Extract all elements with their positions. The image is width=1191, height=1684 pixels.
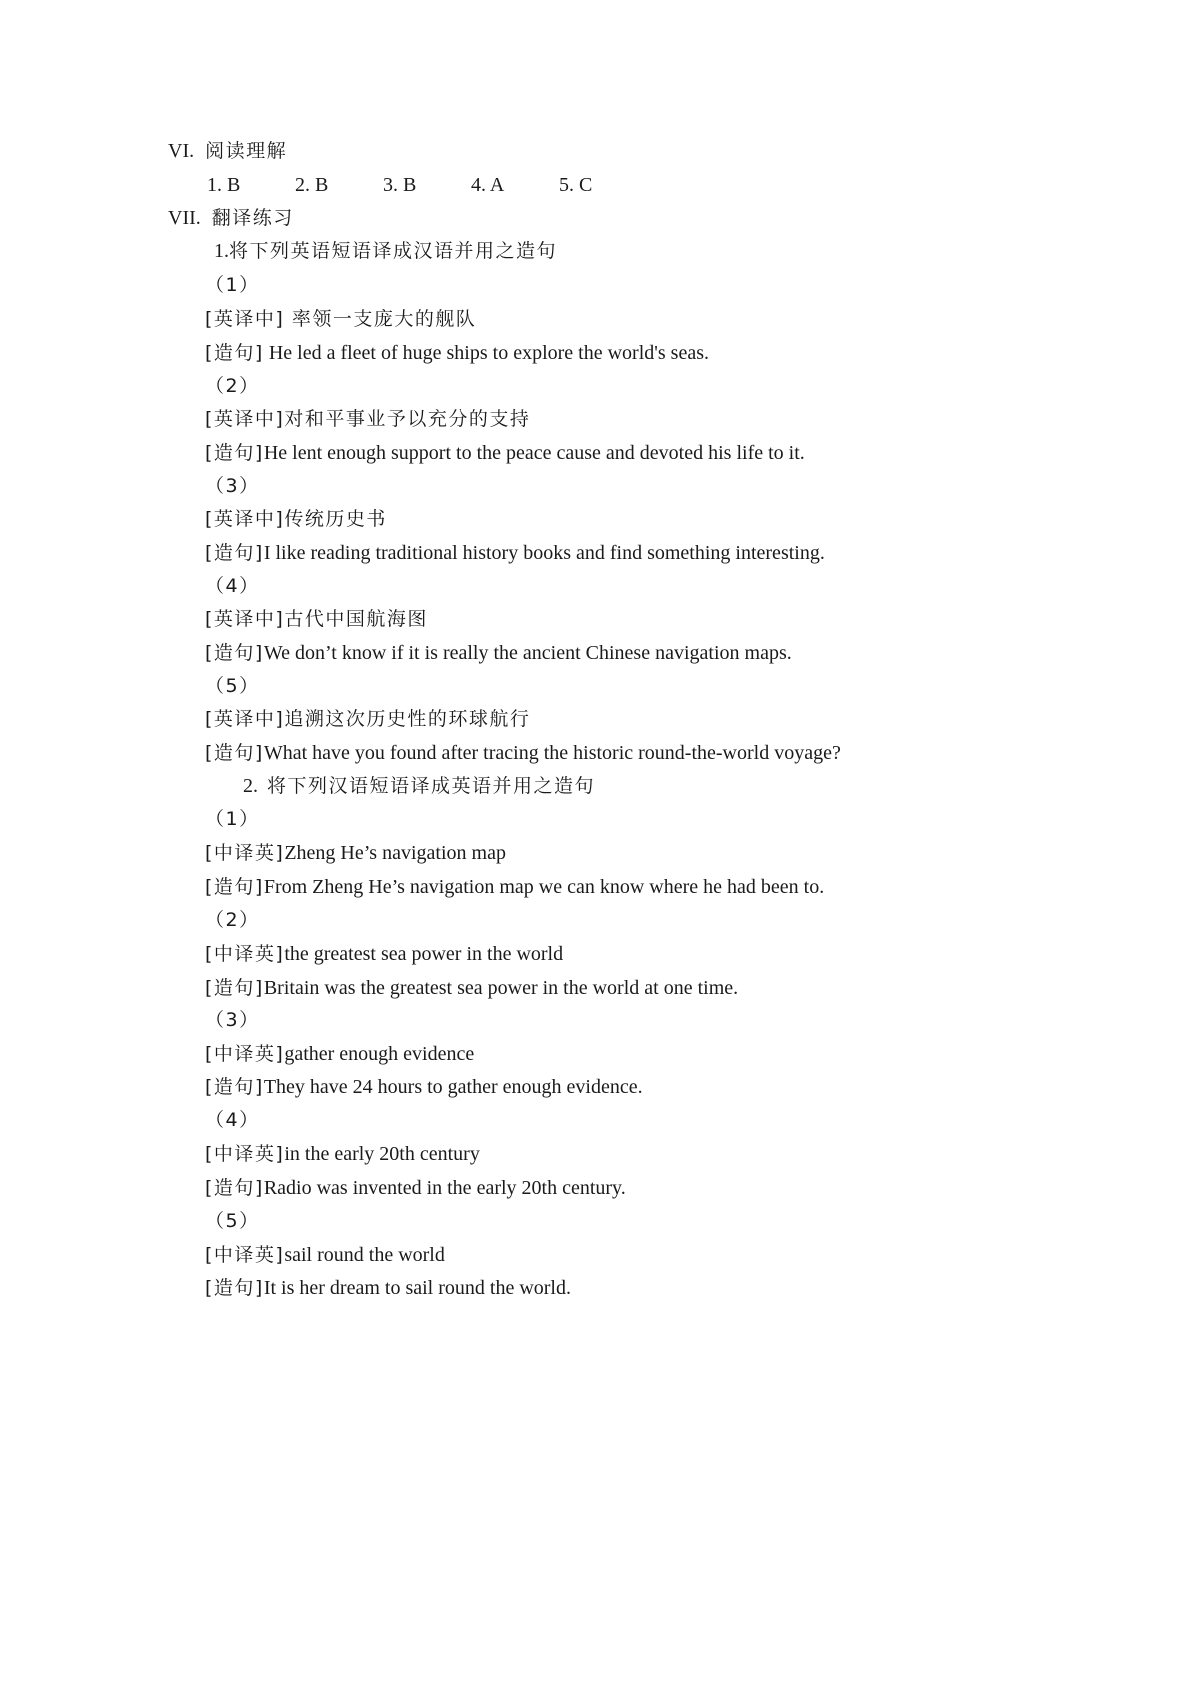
item-number: （2） <box>205 375 260 397</box>
sentence-line <box>205 975 738 1001</box>
translation-tag: [英译中] <box>205 708 285 730</box>
part-2-instruction: 将下列汉语短语译成英语并用之造句 <box>267 775 596 797</box>
translation-line <box>205 840 506 866</box>
translation-line <box>205 941 563 967</box>
sentence-text: Britain was the greatest sea power in the world at one time. <box>263 977 739 999</box>
translation-text: gather enough evidence <box>284 1043 475 1065</box>
answer-5: 5. C <box>559 174 593 196</box>
sentence-tag: [造句] <box>205 642 264 664</box>
translation-line <box>205 506 387 532</box>
translation-tag: [英译中] <box>205 608 285 630</box>
translation-line <box>205 1041 474 1067</box>
item-number: （2） <box>205 909 260 931</box>
translation-tag: [英译中] <box>205 408 285 430</box>
translation-tag: [中译英] <box>205 943 285 965</box>
part-1-number: 1. <box>214 240 229 262</box>
sentence-tag: [造句] <box>205 1076 264 1098</box>
sentence-text: I like reading traditional history books and find something interesting. <box>263 542 825 564</box>
translation-text: 率领一支庞大的舰队 <box>284 308 477 330</box>
sentence-text: He led a fleet of huge ships to explore the world's seas. <box>263 342 709 364</box>
part-2-number: 2. <box>243 775 258 797</box>
sentence-tag: [造句] <box>205 1277 264 1299</box>
translation-text: the greatest sea power in the world <box>284 943 564 965</box>
translation-line <box>205 1242 445 1268</box>
answer-4: 4. A <box>471 174 505 196</box>
item-number: （5） <box>205 1210 260 1232</box>
translation-tag: [英译中] <box>205 508 285 530</box>
section-7-heading <box>168 205 294 231</box>
translation-line <box>205 306 476 332</box>
sentence-tag: [造句] <box>205 742 264 764</box>
answer-2: 2. B <box>295 174 329 196</box>
sentence-tag: [造句] <box>205 342 264 364</box>
item-number: （1） <box>205 274 260 296</box>
item-number: （1） <box>205 808 260 830</box>
translation-line <box>205 706 530 732</box>
sentence-line <box>205 1175 626 1201</box>
sentence-tag: [造句] <box>205 542 264 564</box>
translation-text: 追溯这次历史性的环球航行 <box>284 708 531 730</box>
part-2-heading <box>243 773 595 799</box>
section-7-title: 翻译练习 <box>211 207 294 229</box>
translation-text: 对和平事业予以充分的支持 <box>284 408 531 430</box>
translation-text: sail round the world <box>284 1244 445 1266</box>
item-number: （3） <box>205 475 260 497</box>
sentence-text: What have you found after tracing the historic round-the-world voyage? <box>263 742 841 764</box>
translation-tag: [英译中] <box>205 308 285 330</box>
translation-text: 古代中国航海图 <box>284 608 428 630</box>
sentence-line <box>205 1275 571 1301</box>
sentence-text: We don’t know if it is really the ancient Chinese navigation maps. <box>263 642 792 664</box>
part-1-heading <box>214 238 557 264</box>
section-7-numeral: VII. <box>168 207 201 229</box>
sentence-tag: [造句] <box>205 876 264 898</box>
translation-tag: [中译英] <box>205 1143 285 1165</box>
item-number: （5） <box>205 675 260 697</box>
translation-text: 传统历史书 <box>284 508 387 530</box>
answer-1: 1. B <box>207 174 241 196</box>
sentence-line <box>205 740 841 766</box>
translation-tag: [中译英] <box>205 1043 285 1065</box>
sentence-line <box>205 640 792 666</box>
item-number: （4） <box>205 575 260 597</box>
sentence-text: He lent enough support to the peace cause and devoted his life to it. <box>263 442 805 464</box>
section-6-heading <box>168 138 287 164</box>
item-number: （3） <box>205 1009 260 1031</box>
sentence-text: They have 24 hours to gather enough evidence. <box>263 1076 643 1098</box>
sentence-line <box>205 1074 643 1100</box>
translation-text: in the early 20th century <box>284 1143 480 1165</box>
part-1-instruction: 将下列英语短语译成汉语并用之造句 <box>229 240 558 262</box>
answer-row <box>207 172 647 198</box>
sentence-line <box>205 874 824 900</box>
sentence-line <box>205 340 709 366</box>
translation-text: Zheng He’s navigation map <box>284 842 506 864</box>
section-6-title: 阅读理解 <box>205 140 288 162</box>
translation-tag: [中译英] <box>205 1244 285 1266</box>
translation-line <box>205 1141 480 1167</box>
answer-3: 3. B <box>383 174 417 196</box>
sentence-text: From Zheng He’s navigation map we can know where he had been to. <box>263 876 825 898</box>
item-number: （4） <box>205 1109 260 1131</box>
sentence-text: Radio was invented in the early 20th century. <box>263 1177 626 1199</box>
translation-line <box>205 606 428 632</box>
sentence-tag: [造句] <box>205 442 264 464</box>
translation-line <box>205 406 530 432</box>
sentence-tag: [造句] <box>205 1177 264 1199</box>
translation-tag: [中译英] <box>205 842 285 864</box>
sentence-line <box>205 540 825 566</box>
sentence-text: It is her dream to sail round the world. <box>263 1277 571 1299</box>
sentence-line <box>205 440 805 466</box>
sentence-tag: [造句] <box>205 977 264 999</box>
section-6-numeral: VI. <box>168 140 195 162</box>
